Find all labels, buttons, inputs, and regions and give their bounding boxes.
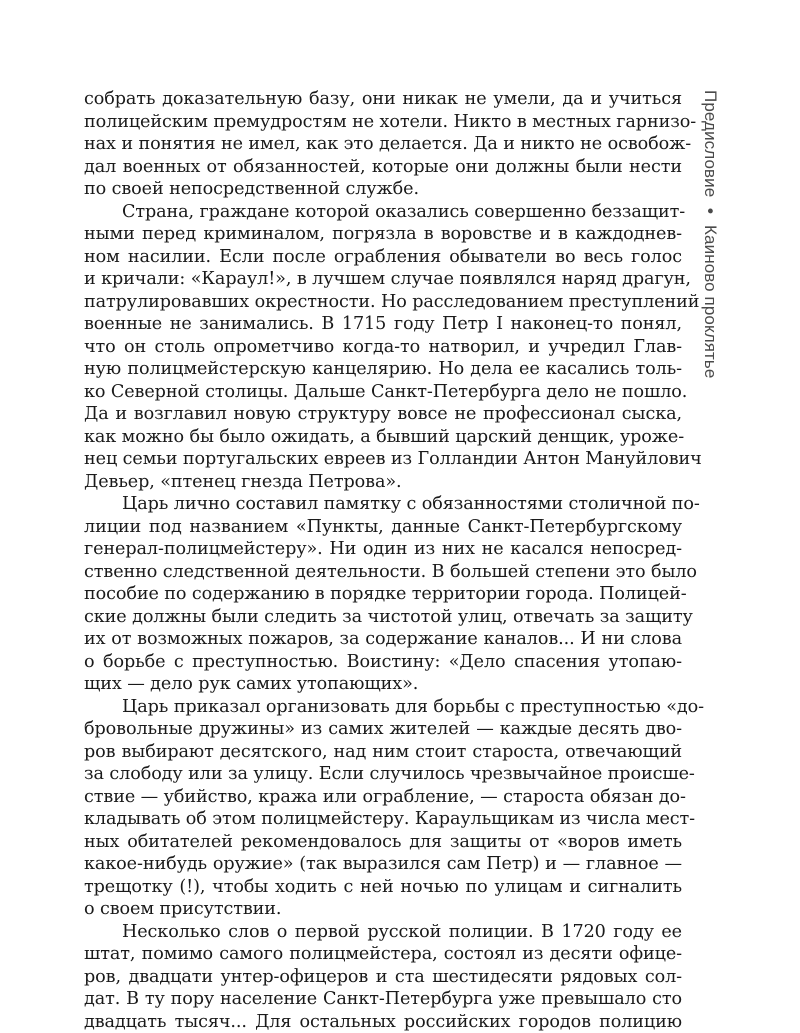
text-line: ном насилии. Если после ограбления обыватели во весь голос xyxy=(84,246,682,269)
text-line: трещотку (!), чтобы ходить с ней ночью по улицам и сигналить xyxy=(84,876,682,899)
text-line: лиции под названием «Пункты, данные Санкт-Петербургскому xyxy=(84,516,682,539)
text-line: ров выбирают десятского, над ним стоит староста, отвечающий xyxy=(84,741,682,764)
text-line: о своем присутствии. xyxy=(84,898,682,921)
running-header-chapter: Каиново проклятье xyxy=(701,225,720,378)
text-line: военные не занимались. В 1715 году Петр I наконец-то понял, xyxy=(84,313,682,336)
text-line: какое-нибудь оружие» (так выразился сам Петр) и — главное — xyxy=(84,853,682,876)
text-line: ров, двадцати унтер-офицеров и ста шестидесяти рядовых сол- xyxy=(84,966,682,989)
text-line: Царь лично составил памятку с обязанностями столичной по- xyxy=(84,493,682,516)
text-line: ственно следственной деятельности. В большей степени это было xyxy=(84,561,682,584)
text-line: нах и понятия не имел, как это делается. Да и никто не освобож- xyxy=(84,133,682,156)
text-line: о борьбе с преступностью. Воистину: «Дело спасения утопаю- xyxy=(84,651,682,674)
text-line: Страна, граждане которой оказались совершенно беззащит- xyxy=(84,201,682,224)
text-line: Девьер, «птенец гнезда Петрова». xyxy=(84,471,682,494)
text-line: ко Северной столицы. Дальше Санкт-Петербурга дело не пошло. xyxy=(84,381,682,404)
running-header-separator: • xyxy=(700,208,720,214)
text-line: ных обитателей рекомендовалось для защиты от «воров иметь xyxy=(84,831,682,854)
text-line: ствие — убийство, кража или ограбление, — староста обязан до- xyxy=(84,786,682,809)
text-line: дал военных от обязанностей, которые они должны были нести xyxy=(84,156,682,179)
text-line: что он столь опрометчиво когда-то натворил, и учредил Глав- xyxy=(84,336,682,359)
text-line: ными перед криминалом, погрязла в воровстве и в каждоднев- xyxy=(84,223,682,246)
text-line: их от возможных пожаров, за содержание каналов... И ни слова xyxy=(84,628,682,651)
text-line: собрать доказательную базу, они никак не умели, да и учиться xyxy=(84,88,682,111)
text-line: Несколько слов о первой русской полиции. В 1720 году ее xyxy=(84,921,682,944)
text-line: Да и возглавил новую структуру вовсе не профессионал сыска, xyxy=(84,403,682,426)
text-line: патрулировавших окрестности. Но расследованием преступлений xyxy=(84,291,682,314)
text-line: ную полицмейстерскую канцелярию. Но дела ее касались толь- xyxy=(84,358,682,381)
paragraph xyxy=(84,921,682,1033)
text-line: за слободу или за улицу. Если случилось чрезвычайное происше- xyxy=(84,763,682,786)
text-line: двадцать тысяч... Для остальных российских городов полицию xyxy=(84,1011,682,1033)
text-line: штат, помимо самого полицмейстера, состоял из десяти офице- xyxy=(84,943,682,966)
text-line: ские должны были следить за чистотой улиц, отвечать за защиту xyxy=(84,606,682,629)
text-line: полицейским премудростям не хотели. Никто в местных гарнизо- xyxy=(84,111,682,134)
paragraph xyxy=(84,696,682,921)
text-line: Царь приказал организовать для борьбы с преступностью «до- xyxy=(84,696,682,719)
text-line: генерал-полицмейстеру». Ни один из них не касался непосред- xyxy=(84,538,682,561)
text-line: кладывать об этом полицмейстеру. Караульщикам из числа мест- xyxy=(84,808,682,831)
paragraph xyxy=(84,88,682,201)
text-line: бровольные дружины» из самих жителей — каждые десять дво- xyxy=(84,718,682,741)
text-line: пособие по содержанию в порядке территории города. Полицей- xyxy=(84,583,682,606)
running-header-section: Предисловие xyxy=(701,90,720,197)
body-text xyxy=(84,88,682,1033)
text-line: и кричали: «Караул!», в лучшем случае появлялся наряд драгун, xyxy=(84,268,682,291)
text-line: нец семьи португальских евреев из Голландии Антон Мануйлович xyxy=(84,448,682,471)
text-line: как можно бы было ожидать, а бывший царский денщик, уроже- xyxy=(84,426,682,449)
text-line: дат. В ту пору население Санкт-Петербурга уже превышало сто xyxy=(84,988,682,1011)
paragraph xyxy=(84,493,682,696)
paragraph xyxy=(84,201,682,494)
text-line: по своей непосредственной службе. xyxy=(84,178,682,201)
text-line: щих — дело рук самих утопающих». xyxy=(84,673,682,696)
